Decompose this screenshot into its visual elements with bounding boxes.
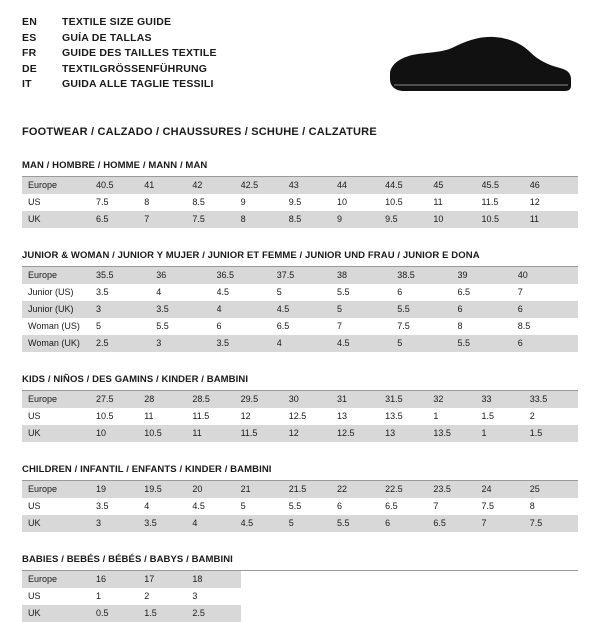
cell-empty <box>482 571 530 588</box>
cell: 6 <box>216 321 222 331</box>
cell: 11 <box>530 211 578 228</box>
cell-empty <box>241 605 289 622</box>
cell: 11 <box>144 411 154 421</box>
row-label: UK <box>22 211 96 228</box>
size-table-junior-woman <box>22 267 578 352</box>
cell: 7 <box>144 211 192 228</box>
cell: 28 <box>144 391 192 408</box>
cell: 10.5 <box>96 411 114 421</box>
row-label: UK <box>22 605 96 622</box>
cell: 3.5 <box>144 515 192 532</box>
cell: 5.5 <box>337 515 385 532</box>
language-row <box>22 47 217 63</box>
cell: 1.5 <box>530 425 578 442</box>
language-row <box>22 32 217 48</box>
cell: 6.5 <box>385 501 398 511</box>
row-label: Woman (US) <box>28 321 80 331</box>
cell: 5.5 <box>156 321 169 331</box>
row-label: Europe <box>22 267 96 284</box>
cell: 8 <box>241 211 289 228</box>
cell: 42 <box>192 177 240 194</box>
cell: 7.5 <box>530 515 578 532</box>
cell: 11.5 <box>481 197 499 207</box>
row-label: UK <box>22 425 96 442</box>
table-row <box>22 571 578 588</box>
cell: 1 <box>433 411 439 421</box>
cell: 44.5 <box>385 177 433 194</box>
cell: 7 <box>517 287 523 297</box>
cell: 7 <box>482 515 530 532</box>
table-row <box>22 267 578 284</box>
language-row <box>22 63 217 79</box>
cell: 6 <box>336 501 342 511</box>
cell: 13.5 <box>385 411 403 421</box>
cell: 5 <box>240 501 246 511</box>
cell: 28.5 <box>192 391 240 408</box>
cell: 5.5 <box>337 287 350 297</box>
cell-empty <box>337 571 385 588</box>
cell: 10.5 <box>385 197 403 207</box>
row-label: US <box>28 197 41 207</box>
cell: 9.5 <box>288 197 302 207</box>
cell: 8 <box>144 197 150 207</box>
cell: 6.5 <box>276 321 290 331</box>
cell-empty <box>482 605 530 622</box>
cell: 2 <box>529 411 535 421</box>
group-children <box>22 464 578 532</box>
cell: 1.5 <box>481 411 495 421</box>
group-babies <box>22 554 578 622</box>
table-row <box>22 177 578 194</box>
cell-empty <box>530 605 578 622</box>
cell: 41 <box>144 177 192 194</box>
cell: 5 <box>397 335 457 352</box>
cell: 45.5 <box>482 177 530 194</box>
cell: 32 <box>433 391 481 408</box>
cell: 12 <box>289 425 337 442</box>
group-title: MAN / HOMBRE / HOMME / MANN / MAN <box>22 160 578 177</box>
cell: 5.5 <box>397 301 457 318</box>
row-label: Europe <box>22 391 96 408</box>
language-text: TEXTILGRÖSSENFÜHRUNG <box>62 62 208 75</box>
cell: 20 <box>192 481 240 498</box>
cell: 7 <box>337 321 343 331</box>
cell-empty <box>241 588 289 605</box>
cell: 27.5 <box>96 391 144 408</box>
cell: 7.5 <box>481 501 495 511</box>
cell: 11.5 <box>192 411 210 421</box>
cell: 43 <box>289 177 337 194</box>
group-junior-woman <box>22 250 578 352</box>
cell: 10 <box>336 197 347 207</box>
cell: 3.5 <box>96 287 109 297</box>
cell: 5 <box>276 287 282 297</box>
language-code: DE <box>22 62 37 75</box>
table-row <box>22 515 578 532</box>
table-row <box>22 335 578 352</box>
cell: 25 <box>530 481 578 498</box>
size-table-man <box>22 177 578 228</box>
cell: 36.5 <box>217 267 277 284</box>
cell: 4.5 <box>216 287 230 297</box>
table-row <box>22 318 578 335</box>
cell: 21 <box>241 481 289 498</box>
cell: 9 <box>240 197 246 207</box>
cell: 19.5 <box>144 481 192 498</box>
language-code: IT <box>22 78 32 90</box>
cell: 8.5 <box>517 321 531 331</box>
group-title: BABIES / BEBÉS / BÉBÉS / BABYS / BAMBINI <box>22 554 578 571</box>
cell: 31.5 <box>385 391 433 408</box>
cell: 22 <box>337 481 385 498</box>
cell: 7 <box>433 501 439 511</box>
cell-empty <box>530 588 578 605</box>
cell: 24 <box>482 481 530 498</box>
row-label: US <box>28 501 41 511</box>
cell: 12 <box>240 411 251 421</box>
cell: 3 <box>192 591 198 601</box>
dress-shoe-icon <box>382 34 572 104</box>
table-row <box>22 408 578 425</box>
cell: 39 <box>458 267 518 284</box>
cell: 4.5 <box>241 515 289 532</box>
group-title: KIDS / NIÑOS / DES GAMINS / KINDER / BAMBINI <box>22 374 578 391</box>
cell: 45 <box>433 177 481 194</box>
cell: 4 <box>217 301 277 318</box>
size-table-kids <box>22 391 578 442</box>
table-row <box>22 391 578 408</box>
cell: 4.5 <box>277 301 337 318</box>
cell: 3.5 <box>156 301 216 318</box>
header <box>22 16 578 112</box>
cell: 8 <box>457 321 463 331</box>
footwear-section-title: FOOTWEAR / CALZADO / CHAUSSURES / SCHUHE / CALZATURE <box>22 126 377 138</box>
cell: 0.5 <box>96 605 144 622</box>
cell: 13.5 <box>433 425 481 442</box>
cell: 3 <box>96 301 156 318</box>
cell-empty <box>433 588 481 605</box>
cell: 2.5 <box>192 605 240 622</box>
cell: 7.5 <box>397 321 410 331</box>
group-title: JUNIOR & WOMAN / JUNIOR Y MUJER / JUNIOR ET FEMME / JUNIOR UND FRAU / JUNIOR E DONA <box>22 250 578 267</box>
cell: 16 <box>96 571 144 588</box>
cell: 2 <box>144 591 150 601</box>
size-table-babies <box>22 571 578 622</box>
cell: 29.5 <box>241 391 289 408</box>
cell: 6.5 <box>96 211 144 228</box>
cell: 21.5 <box>289 481 337 498</box>
cell: 46 <box>530 177 578 194</box>
row-label: Junior (US) <box>28 287 74 297</box>
language-code: FR <box>22 47 37 59</box>
language-text: GUIDA ALLE TAGLIE TESSILI <box>62 78 214 90</box>
cell: 3.5 <box>217 335 277 352</box>
cell: 38.5 <box>397 267 457 284</box>
cell: 44 <box>337 177 385 194</box>
row-label: Woman (UK) <box>22 335 96 352</box>
cell: 12.5 <box>288 411 307 421</box>
cell: 40.5 <box>96 177 144 194</box>
cell: 8.5 <box>289 211 337 228</box>
table-row <box>22 194 578 211</box>
cell: 11.5 <box>241 425 289 442</box>
cell: 10.5 <box>482 211 530 228</box>
cell: 6.5 <box>457 287 471 297</box>
language-row <box>22 16 217 32</box>
table-row <box>22 211 578 228</box>
row-label: UK <box>22 515 96 532</box>
table-row <box>22 588 578 605</box>
group-kids <box>22 374 578 442</box>
table-row <box>22 301 578 318</box>
cell-empty <box>530 571 578 588</box>
table-row <box>22 498 578 515</box>
cell: 37.5 <box>277 267 337 284</box>
cell: 12.5 <box>337 425 385 442</box>
cell-empty <box>289 588 337 605</box>
cell-empty <box>433 605 481 622</box>
cell: 6 <box>518 335 578 352</box>
cell: 3.5 <box>96 501 109 511</box>
cell: 3 <box>156 335 216 352</box>
cell: 18 <box>192 571 240 588</box>
cell: 5.5 <box>288 501 302 511</box>
cell: 19 <box>96 481 144 498</box>
cell-empty <box>337 588 385 605</box>
cell: 9.5 <box>385 211 433 228</box>
row-label: Europe <box>22 571 96 588</box>
group-man <box>22 160 578 228</box>
cell-empty <box>385 571 433 588</box>
cell: 40 <box>518 267 578 284</box>
cell: 33 <box>482 391 530 408</box>
cell: 6 <box>397 287 403 297</box>
row-label: Europe <box>22 177 96 194</box>
cell: 4 <box>156 287 162 297</box>
cell-empty <box>433 571 481 588</box>
cell: 42.5 <box>241 177 289 194</box>
cell: 13 <box>336 411 347 421</box>
cell: 30 <box>289 391 337 408</box>
language-row <box>22 78 217 94</box>
language-code: EN <box>22 16 37 28</box>
cell: 10 <box>96 425 144 442</box>
row-label: Junior (UK) <box>22 301 96 318</box>
cell-empty <box>289 571 337 588</box>
row-label: US <box>28 411 41 421</box>
cell: 11 <box>433 197 443 207</box>
cell: 11 <box>192 425 240 442</box>
cell: 4 <box>277 335 337 352</box>
cell-empty <box>241 571 289 588</box>
language-text: GUÍA DE TALLAS <box>62 31 152 44</box>
cell: 8 <box>529 501 535 511</box>
cell: 10.5 <box>144 425 192 442</box>
cell: 13 <box>385 425 433 442</box>
cell: 35.5 <box>96 267 156 284</box>
cell: 1 <box>482 425 530 442</box>
table-row <box>22 425 578 442</box>
language-code: ES <box>22 31 37 44</box>
language-text: GUIDE DES TAILLES TEXTILE <box>62 47 217 59</box>
table-row <box>22 284 578 301</box>
table-row <box>22 481 578 498</box>
cell: 23.5 <box>433 481 481 498</box>
cell: 12 <box>529 197 540 207</box>
cell: 4 <box>192 515 240 532</box>
cell: 17 <box>144 571 192 588</box>
cell: 36 <box>156 267 216 284</box>
cell-empty <box>482 588 530 605</box>
cell: 5 <box>96 321 102 331</box>
cell: 31 <box>337 391 385 408</box>
language-text: TEXTILE SIZE GUIDE <box>62 16 172 28</box>
cell-empty <box>385 588 433 605</box>
row-label: Europe <box>22 481 96 498</box>
cell: 5 <box>337 301 397 318</box>
row-label: US <box>28 591 41 601</box>
cell: 1.5 <box>144 605 192 622</box>
cell: 22.5 <box>385 481 433 498</box>
cell: 1 <box>96 591 102 601</box>
table-row <box>22 605 578 622</box>
cell: 7.5 <box>192 211 240 228</box>
cell: 6 <box>518 301 578 318</box>
size-table-children <box>22 481 578 532</box>
cell-empty <box>337 605 385 622</box>
cell: 6 <box>458 301 518 318</box>
cell: 4 <box>144 501 150 511</box>
cell: 3 <box>96 515 144 532</box>
cell: 8.5 <box>192 197 205 207</box>
cell: 6 <box>385 515 433 532</box>
cell: 6.5 <box>433 515 481 532</box>
cell: 7.5 <box>96 197 109 207</box>
group-title: CHILDREN / INFANTIL / ENFANTS / KINDER / BAMBINI <box>22 464 578 481</box>
cell-empty <box>385 605 433 622</box>
cell: 5 <box>289 515 337 532</box>
cell: 2.5 <box>96 335 156 352</box>
cell: 4.5 <box>337 335 397 352</box>
cell: 4.5 <box>192 501 205 511</box>
cell: 10 <box>433 211 481 228</box>
cell-empty <box>289 605 337 622</box>
cell: 33.5 <box>530 391 578 408</box>
cell: 5.5 <box>458 335 518 352</box>
cell: 9 <box>337 211 385 228</box>
language-list <box>22 16 217 94</box>
cell: 38 <box>337 267 397 284</box>
